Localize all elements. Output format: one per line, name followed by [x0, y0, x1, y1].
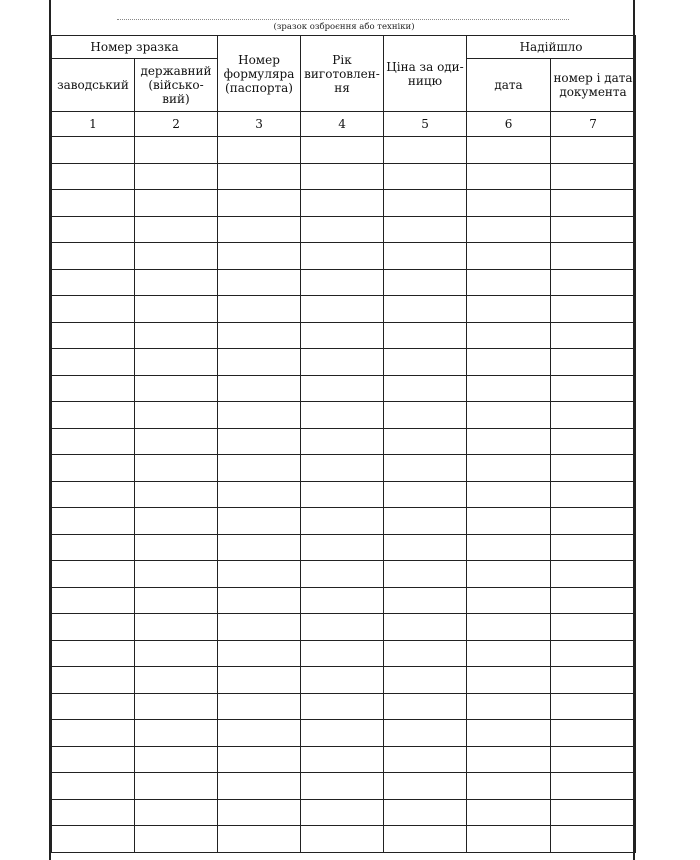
table-cell[interactable]: [135, 296, 218, 323]
table-cell[interactable]: [218, 720, 301, 747]
table-cell[interactable]: [301, 587, 384, 614]
table-cell[interactable]: [301, 773, 384, 800]
table-row: [52, 481, 636, 508]
table-cell[interactable]: [384, 640, 467, 667]
table-cell[interactable]: [52, 269, 135, 296]
table-row: [52, 614, 636, 641]
table-row: [52, 137, 636, 164]
table-cell[interactable]: [301, 614, 384, 641]
table-cell[interactable]: [384, 163, 467, 190]
header-price: Ціна за оди-ницю: [384, 36, 467, 112]
table-cell[interactable]: [52, 163, 135, 190]
table-cell[interactable]: [301, 667, 384, 694]
table-cell[interactable]: [218, 137, 301, 164]
table-cell[interactable]: [551, 534, 636, 561]
table-cell[interactable]: [551, 508, 636, 535]
table-cell[interactable]: [135, 163, 218, 190]
table-cell[interactable]: [467, 349, 551, 376]
table-cell[interactable]: [52, 481, 135, 508]
table-cell[interactable]: [52, 375, 135, 402]
table-cell[interactable]: [52, 243, 135, 270]
table-row: [52, 799, 636, 826]
caption-fill-line: [117, 19, 569, 20]
header-state: державний (військо-вий): [135, 59, 218, 112]
table-cell[interactable]: [135, 508, 218, 535]
table-cell[interactable]: [52, 137, 135, 164]
table-cell[interactable]: [52, 534, 135, 561]
table-cell[interactable]: [135, 773, 218, 800]
table-cell[interactable]: [52, 402, 135, 429]
table-cell[interactable]: [467, 640, 551, 667]
table-cell[interactable]: [551, 481, 636, 508]
table-cell[interactable]: [467, 190, 551, 217]
table-cell[interactable]: [467, 534, 551, 561]
table-cell[interactable]: [551, 402, 636, 429]
header-doc: номер і дата документа: [551, 59, 636, 112]
table-row: [52, 296, 636, 323]
table-cell[interactable]: [135, 640, 218, 667]
table-row: [52, 163, 636, 190]
table-cell[interactable]: [301, 746, 384, 773]
table-cell[interactable]: [52, 349, 135, 376]
table-cell[interactable]: [301, 561, 384, 588]
table-cell[interactable]: [467, 693, 551, 720]
table-cell[interactable]: [135, 587, 218, 614]
table-row: [52, 561, 636, 588]
column-number: 1: [52, 112, 135, 137]
table-cell[interactable]: [135, 402, 218, 429]
table-cell[interactable]: [467, 508, 551, 535]
table-cell[interactable]: [551, 137, 636, 164]
table-cell[interactable]: [52, 428, 135, 455]
table-cell[interactable]: [135, 534, 218, 561]
table-cell[interactable]: [52, 296, 135, 323]
table-cell[interactable]: [218, 746, 301, 773]
table-cell[interactable]: [135, 667, 218, 694]
table-cell[interactable]: [551, 322, 636, 349]
table-cell[interactable]: [384, 269, 467, 296]
header-received: Надійшло: [467, 36, 636, 59]
table-cell[interactable]: [467, 402, 551, 429]
caption-label: (зразок озброєння або техніки): [273, 22, 415, 32]
table-cell[interactable]: [218, 667, 301, 694]
table-cell[interactable]: [218, 693, 301, 720]
table-cell[interactable]: [467, 799, 551, 826]
table-row: [52, 508, 636, 535]
table-row: [52, 826, 636, 853]
table-cell[interactable]: [218, 216, 301, 243]
table-cell[interactable]: [467, 137, 551, 164]
table-cell[interactable]: [301, 534, 384, 561]
table-cell[interactable]: [135, 799, 218, 826]
table-cell[interactable]: [467, 667, 551, 694]
table-cell[interactable]: [551, 163, 636, 190]
table-cell[interactable]: [467, 296, 551, 323]
table-cell[interactable]: [384, 667, 467, 694]
table-cell[interactable]: [135, 322, 218, 349]
table-cell[interactable]: [301, 693, 384, 720]
register-table: [51, 35, 636, 853]
table-row: [52, 587, 636, 614]
table-cell[interactable]: [301, 216, 384, 243]
table-row: [52, 455, 636, 482]
table-row: [52, 720, 636, 747]
table-cell[interactable]: [551, 667, 636, 694]
table-cell[interactable]: [384, 137, 467, 164]
table-row: [52, 402, 636, 429]
table-cell[interactable]: [301, 508, 384, 535]
table-cell[interactable]: [52, 216, 135, 243]
table-cell[interactable]: [384, 720, 467, 747]
table-cell[interactable]: [135, 614, 218, 641]
table-cell[interactable]: [384, 243, 467, 270]
column-number: 5: [384, 112, 467, 137]
table-cell[interactable]: [551, 296, 636, 323]
table-cell[interactable]: [218, 826, 301, 853]
table-cell[interactable]: [218, 561, 301, 588]
table-cell[interactable]: [301, 481, 384, 508]
column-number: 2: [135, 112, 218, 137]
table-row: [52, 640, 636, 667]
column-number: 4: [301, 112, 384, 137]
table-cell[interactable]: [135, 137, 218, 164]
table-cell[interactable]: [551, 799, 636, 826]
table-row: [52, 693, 636, 720]
table-cell[interactable]: [52, 614, 135, 641]
header-date: дата: [467, 59, 551, 112]
table-cell[interactable]: [467, 269, 551, 296]
table-cell[interactable]: [384, 402, 467, 429]
table-cell[interactable]: [551, 269, 636, 296]
table-cell[interactable]: [384, 296, 467, 323]
table-cell[interactable]: [301, 375, 384, 402]
table-row: [52, 190, 636, 217]
table-row: [52, 375, 636, 402]
table-cell[interactable]: [218, 349, 301, 376]
table-cell[interactable]: [384, 349, 467, 376]
table-cell[interactable]: [135, 746, 218, 773]
table-cell[interactable]: [301, 826, 384, 853]
table-row: [52, 322, 636, 349]
table-cell[interactable]: [135, 243, 218, 270]
column-number: 6: [467, 112, 551, 137]
table-cell[interactable]: [301, 640, 384, 667]
table-cell[interactable]: [467, 614, 551, 641]
table-cell[interactable]: [52, 826, 135, 853]
table-cell[interactable]: [218, 243, 301, 270]
table-cell[interactable]: [301, 163, 384, 190]
table-cell[interactable]: [52, 799, 135, 826]
table-cell[interactable]: [135, 455, 218, 482]
table-cell[interactable]: [384, 375, 467, 402]
table-row: [52, 216, 636, 243]
table-cell[interactable]: [467, 428, 551, 455]
table-cell[interactable]: [384, 190, 467, 217]
table-cell[interactable]: [467, 243, 551, 270]
table-cell[interactable]: [301, 799, 384, 826]
table-cell[interactable]: [135, 428, 218, 455]
table-cell[interactable]: [467, 163, 551, 190]
table-cell[interactable]: [218, 163, 301, 190]
table-row: [52, 428, 636, 455]
column-number-row: [52, 112, 636, 137]
table-cell[interactable]: [218, 428, 301, 455]
table-cell[interactable]: [218, 296, 301, 323]
table-cell[interactable]: [301, 296, 384, 323]
table-cell[interactable]: [551, 720, 636, 747]
table-cell[interactable]: [52, 561, 135, 588]
header-form-number: Номер формуляра (паспорта): [218, 36, 301, 112]
table-cell[interactable]: [467, 587, 551, 614]
table-cell[interactable]: [551, 587, 636, 614]
form-sheet: [49, 0, 635, 860]
table-cell[interactable]: [384, 746, 467, 773]
table-cell[interactable]: [384, 428, 467, 455]
table-cell[interactable]: [135, 481, 218, 508]
table-row: [52, 269, 636, 296]
table-cell[interactable]: [218, 587, 301, 614]
table-cell[interactable]: [551, 640, 636, 667]
table-cell[interactable]: [218, 402, 301, 429]
table-cell[interactable]: [135, 269, 218, 296]
table-cell[interactable]: [218, 614, 301, 641]
table-cell[interactable]: [218, 534, 301, 561]
table-cell[interactable]: [467, 773, 551, 800]
table-cell[interactable]: [301, 428, 384, 455]
table-cell[interactable]: [218, 375, 301, 402]
table-cell[interactable]: [467, 561, 551, 588]
table-cell[interactable]: [384, 455, 467, 482]
header-sample-number: Номер зразка: [52, 36, 218, 59]
table-cell[interactable]: [52, 720, 135, 747]
table-cell[interactable]: [135, 190, 218, 217]
table-cell[interactable]: [218, 640, 301, 667]
table-cell[interactable]: [52, 322, 135, 349]
table-cell[interactable]: [135, 693, 218, 720]
table-cell[interactable]: [384, 322, 467, 349]
table-cell[interactable]: [52, 190, 135, 217]
table-cell[interactable]: [467, 481, 551, 508]
header-factory: заводський: [52, 59, 135, 112]
table-cell[interactable]: [551, 216, 636, 243]
table-cell[interactable]: [135, 349, 218, 376]
table-cell[interactable]: [135, 826, 218, 853]
table-cell[interactable]: [52, 640, 135, 667]
table-cell[interactable]: [135, 720, 218, 747]
table-cell[interactable]: [218, 799, 301, 826]
table-cell[interactable]: [135, 561, 218, 588]
table-cell[interactable]: [467, 746, 551, 773]
table-row: [52, 243, 636, 270]
table-cell[interactable]: [301, 190, 384, 217]
table-cell[interactable]: [384, 826, 467, 853]
table-cell[interactable]: [384, 216, 467, 243]
table-cell[interactable]: [467, 720, 551, 747]
table-cell[interactable]: [301, 322, 384, 349]
table-cell[interactable]: [52, 693, 135, 720]
table-cell[interactable]: [301, 137, 384, 164]
table-cell[interactable]: [218, 269, 301, 296]
table-cell[interactable]: [52, 455, 135, 482]
table-cell[interactable]: [551, 428, 636, 455]
table-cell[interactable]: [135, 216, 218, 243]
table-row: [52, 349, 636, 376]
table-cell[interactable]: [218, 322, 301, 349]
table-row: [52, 773, 636, 800]
table-cell[interactable]: [467, 826, 551, 853]
table-cell[interactable]: [551, 349, 636, 376]
table-cell[interactable]: [52, 587, 135, 614]
header-year: Рік виготовлен-ня: [301, 36, 384, 112]
table-cell[interactable]: [52, 667, 135, 694]
table-cell[interactable]: [467, 322, 551, 349]
table-cell[interactable]: [467, 455, 551, 482]
column-number: 7: [551, 112, 636, 137]
table-cell[interactable]: [384, 693, 467, 720]
table-cell[interactable]: [467, 375, 551, 402]
table-cell[interactable]: [551, 693, 636, 720]
table-cell[interactable]: [301, 269, 384, 296]
table-cell[interactable]: [52, 773, 135, 800]
table-cell[interactable]: [551, 375, 636, 402]
table-cell[interactable]: [551, 455, 636, 482]
table-cell[interactable]: [551, 614, 636, 641]
table-cell[interactable]: [218, 455, 301, 482]
table-cell[interactable]: [52, 746, 135, 773]
table-cell[interactable]: [218, 773, 301, 800]
table-cell[interactable]: [384, 508, 467, 535]
table-cell[interactable]: [551, 561, 636, 588]
table-cell[interactable]: [52, 508, 135, 535]
table-cell[interactable]: [384, 561, 467, 588]
table-cell[interactable]: [218, 481, 301, 508]
table-cell[interactable]: [301, 455, 384, 482]
table-cell[interactable]: [218, 508, 301, 535]
table-row: [52, 667, 636, 694]
table-row: [52, 534, 636, 561]
table-cell[interactable]: [218, 190, 301, 217]
column-number: 3: [218, 112, 301, 137]
table-cell[interactable]: [551, 190, 636, 217]
table-cell[interactable]: [467, 216, 551, 243]
table-cell[interactable]: [384, 587, 467, 614]
table-cell[interactable]: [551, 826, 636, 853]
table-cell[interactable]: [384, 481, 467, 508]
table-cell[interactable]: [384, 614, 467, 641]
table-cell[interactable]: [384, 799, 467, 826]
table-row: [52, 746, 636, 773]
table-cell[interactable]: [551, 773, 636, 800]
table-cell[interactable]: [551, 243, 636, 270]
table-cell[interactable]: [301, 402, 384, 429]
table-cell[interactable]: [135, 375, 218, 402]
table-cell[interactable]: [301, 349, 384, 376]
table-cell[interactable]: [551, 746, 636, 773]
table-cell[interactable]: [384, 773, 467, 800]
table-cell[interactable]: [384, 534, 467, 561]
table-cell[interactable]: [301, 243, 384, 270]
table-cell[interactable]: [301, 720, 384, 747]
